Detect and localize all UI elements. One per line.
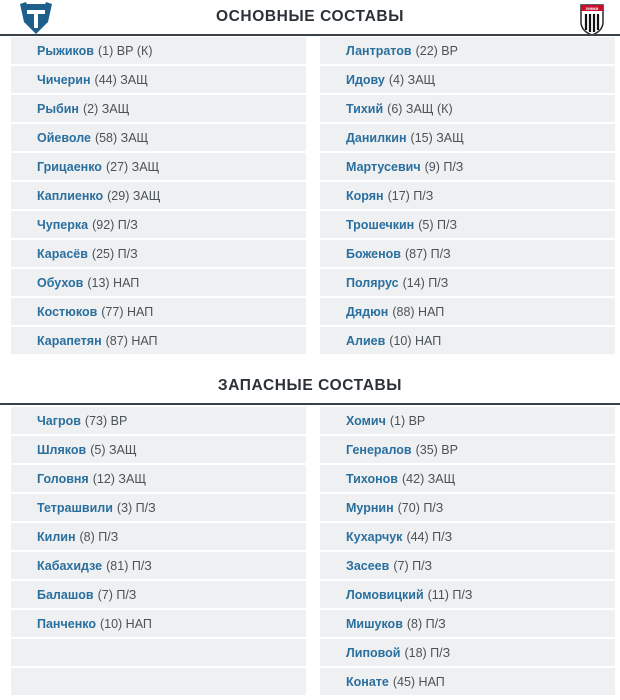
player-name-link[interactable]: Карапетян [37, 333, 102, 348]
player-row [320, 240, 615, 267]
home-starting-list [11, 37, 306, 356]
player-name-link[interactable]: Чагров [37, 413, 81, 428]
player-number-position: (9) П/З [424, 159, 464, 174]
player-name-link[interactable]: Ойеволе [37, 130, 91, 145]
player-row [320, 610, 615, 637]
crest-text: ХИМКИ [585, 7, 599, 11]
player-number-position: (29) ЗАЩ [107, 188, 161, 203]
player-row [11, 581, 306, 608]
player-number-position: (14) П/З [402, 275, 449, 290]
player-name-link[interactable]: Данилкин [346, 130, 407, 145]
player-name-link[interactable]: Идову [346, 72, 385, 87]
player-name-link[interactable]: Лантратов [346, 43, 412, 58]
player-row [320, 95, 615, 122]
player-number-position: (88) НАП [392, 304, 445, 319]
player-row [11, 66, 306, 93]
player-number-position: (11) П/З [427, 587, 473, 602]
player-number-position: (70) П/З [397, 500, 444, 515]
player-row [320, 182, 615, 209]
player-number-position: (81) П/З [106, 558, 152, 573]
section-divider [0, 34, 620, 36]
away-substitutes-list [320, 407, 615, 697]
player-number-position: (12) ЗАЩ [92, 471, 147, 486]
player-name-link[interactable]: Ломовицкий [346, 587, 424, 602]
player-name-link[interactable]: Рыжиков [37, 43, 94, 58]
player-row [11, 610, 306, 637]
player-number-position: (10) НАП [389, 333, 442, 348]
player-row [11, 95, 306, 122]
player-number-position: (73) ВР [84, 413, 128, 428]
player-row [11, 182, 306, 209]
player-name-link[interactable]: Килин [37, 529, 76, 544]
player-number-position: (92) П/З [92, 217, 138, 232]
player-row [320, 523, 615, 550]
player-name-link[interactable]: Рыбин [37, 101, 79, 116]
player-number-position: (58) ЗАЩ [94, 130, 149, 145]
player-row [11, 494, 306, 521]
player-name-link[interactable]: Засеев [346, 558, 390, 573]
player-number-position: (87) НАП [105, 333, 158, 348]
player-name-link[interactable]: Мурнин [346, 500, 394, 515]
player-number-position: (7) П/З [97, 587, 137, 602]
player-name-link[interactable]: Шляков [37, 442, 87, 457]
player-name-link[interactable]: Тихий [346, 101, 384, 116]
empty-row [11, 668, 306, 695]
player-name-link[interactable]: Корян [346, 188, 384, 203]
player-row [11, 240, 306, 267]
player-number-position: (7) П/З [393, 558, 433, 573]
player-row [11, 269, 306, 296]
player-name-link[interactable]: Алиев [346, 333, 386, 348]
player-row [320, 552, 615, 579]
player-name-link[interactable]: Хомич [346, 413, 386, 428]
player-row [320, 211, 615, 238]
player-name-link[interactable]: Тихонов [346, 471, 398, 486]
player-row [320, 66, 615, 93]
player-number-position: (15) ЗАЩ [410, 130, 464, 145]
player-number-position: (27) ЗАЩ [105, 159, 160, 174]
player-number-position: (10) НАП [99, 616, 152, 631]
player-number-position: (1) ВР [389, 413, 426, 428]
home-substitutes-list [11, 407, 306, 697]
player-number-position: (13) НАП [87, 275, 140, 290]
player-name-link[interactable]: Трошечкин [346, 217, 415, 232]
player-name-link[interactable]: Конате [346, 674, 389, 689]
player-row [11, 436, 306, 463]
player-name-link[interactable]: Карасёв [37, 246, 88, 261]
player-row [320, 298, 615, 325]
player-number-position: (5) ЗАЩ [90, 442, 137, 457]
player-name-link[interactable]: Полярус [346, 275, 399, 290]
player-name-link[interactable]: Головня [37, 471, 89, 486]
player-number-position: (4) ЗАЩ [388, 72, 436, 87]
player-name-link[interactable]: Каплиенко [37, 188, 104, 203]
player-number-position: (18) П/З [404, 645, 451, 660]
player-name-link[interactable]: Мишуков [346, 616, 403, 631]
player-row [320, 581, 615, 608]
player-name-link[interactable]: Мартусевич [346, 159, 421, 174]
section-divider [0, 403, 620, 405]
substitutes-header [0, 372, 620, 400]
player-row [320, 153, 615, 180]
player-row [320, 465, 615, 492]
player-name-link[interactable]: Генералов [346, 442, 412, 457]
player-row [11, 211, 306, 238]
player-row [11, 523, 306, 550]
player-row [11, 327, 306, 354]
player-row [320, 37, 615, 64]
player-number-position: (45) НАП [392, 674, 445, 689]
player-name-link[interactable]: Кабахидзе [37, 558, 103, 573]
player-row [320, 494, 615, 521]
player-number-position: (8) П/З [406, 616, 446, 631]
player-row [320, 269, 615, 296]
player-name-link[interactable]: Дядюн [346, 304, 389, 319]
player-number-position: (1) ВР (К) [97, 43, 153, 58]
player-number-position: (87) П/З [404, 246, 451, 261]
player-name-link[interactable]: Балашов [37, 587, 94, 602]
player-row [11, 552, 306, 579]
player-number-position: (22) ВР [415, 43, 458, 58]
player-row [320, 124, 615, 151]
player-row [320, 668, 615, 695]
player-number-position: (44) П/З [406, 529, 453, 544]
player-name-link[interactable]: Боженов [346, 246, 401, 261]
player-number-position: (17) П/З [387, 188, 434, 203]
player-name-link[interactable]: Кухарчук [346, 529, 403, 544]
away-starting-list [320, 37, 615, 356]
player-number-position: (6) ЗАЩ (К) [387, 101, 453, 116]
player-name-link[interactable]: Липовой [346, 645, 401, 660]
player-row [320, 327, 615, 354]
player-name-link[interactable]: Костюков [37, 304, 98, 319]
player-number-position: (5) П/З [418, 217, 458, 232]
player-number-position: (8) П/З [79, 529, 119, 544]
player-number-position: (44) ЗАЩ [94, 72, 148, 87]
player-number-position: (35) ВР [415, 442, 458, 457]
player-row [320, 407, 615, 434]
player-row [11, 465, 306, 492]
player-row [11, 124, 306, 151]
player-name-link[interactable]: Чичерин [37, 72, 91, 87]
player-name-link[interactable]: Грицаенко [37, 159, 102, 174]
player-row [11, 153, 306, 180]
player-name-link[interactable]: Панченко [37, 616, 96, 631]
section-title: ЗАПАСНЫЕ СОСТАВЫ [217, 377, 403, 394]
player-name-link[interactable]: Чуперка [37, 217, 89, 232]
starting-lineups-header [0, 3, 620, 31]
player-number-position: (3) П/З [116, 500, 156, 515]
player-name-link[interactable]: Обухов [37, 275, 84, 290]
player-number-position: (42) ЗАЩ [402, 471, 456, 486]
player-number-position: (77) НАП [101, 304, 154, 319]
player-row [11, 37, 306, 64]
player-name-link[interactable]: Тетрашвили [37, 500, 113, 515]
player-row [11, 298, 306, 325]
empty-row [11, 639, 306, 666]
player-row [320, 436, 615, 463]
player-number-position: (25) П/З [91, 246, 138, 261]
player-row [320, 639, 615, 666]
player-number-position: (2) ЗАЩ [82, 101, 130, 116]
section-title: ОСНОВНЫЕ СОСТАВЫ [215, 8, 405, 25]
player-row [11, 407, 306, 434]
